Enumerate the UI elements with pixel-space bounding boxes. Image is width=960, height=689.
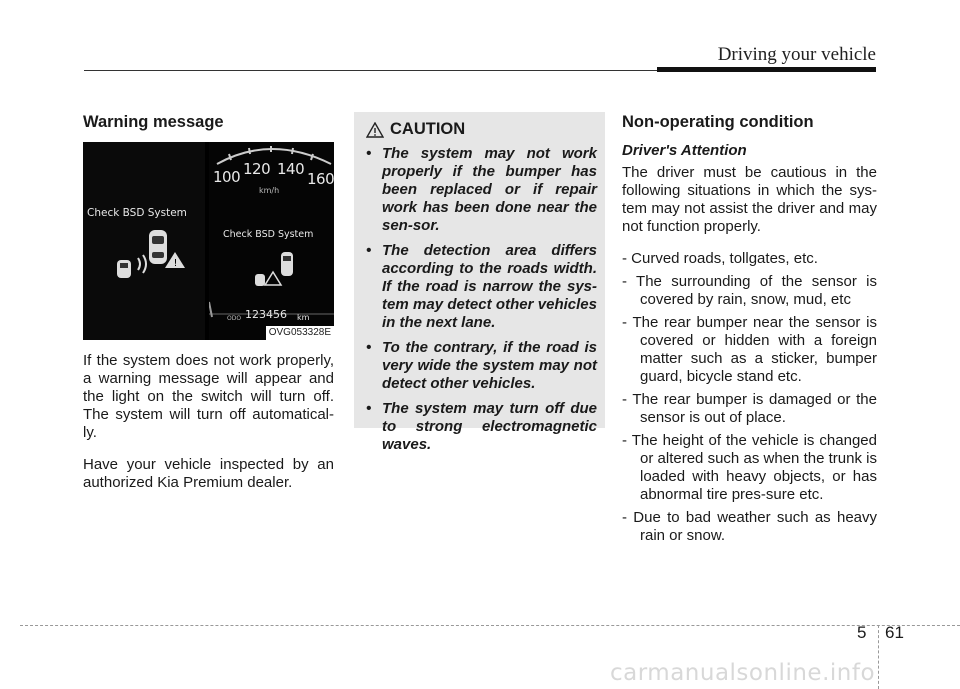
speed-mark-140: 140 — [277, 160, 305, 178]
speed-mark-160: 160 — [307, 170, 335, 188]
list-item: - The height of the vehicle is changed or altered such as when the trunk is loaded with heavy objects, or has abnormal tire pres-sure etc. — [622, 432, 877, 503]
nonop-column — [622, 112, 877, 550]
caution-item: • The detection area differs according to the roads width. If the road is narrow the sys-tem may detect other vehicles in the next lane. — [366, 242, 597, 331]
nonop-heading: Non-operating condition — [622, 113, 814, 131]
list-item: - Curved roads, tollgates, etc. — [622, 250, 818, 267]
odometer-label: ODO — [227, 315, 242, 322]
cluster-panel-right — [209, 142, 334, 340]
caution-item: • To the contrary, if the road is very wide the system may not detect other vehicles. — [366, 339, 597, 392]
warning-column — [83, 112, 334, 506]
nonop-intro: The driver must be cautious in the following situations in which the sys-tem may not assist the driver and may not function properly. — [622, 164, 877, 235]
nonop-subheading: Driver's Attention — [622, 142, 747, 159]
speed-mark-100: 100 — [213, 168, 241, 186]
speed-unit: km/h — [259, 186, 280, 195]
nonop-list — [622, 250, 877, 545]
caution-title: CAUTION — [390, 120, 466, 138]
cluster-figure — [83, 142, 334, 340]
warning-triangle-icon — [366, 122, 384, 138]
odometer-unit: km — [297, 313, 310, 322]
figure-code: OVG053328E — [266, 326, 334, 340]
running-header: Driving your vehicle — [717, 44, 876, 65]
caution-item: • The system may turn off due to strong electromagnetic waves. — [366, 400, 597, 453]
list-item: - The rear bumper is damaged or the sensor is out of place. — [622, 391, 877, 426]
odometer-value: 123456 — [245, 308, 287, 321]
list-item: - The rear bumper near the sensor is covered or hidden with a foreign matter such as a sticker, bumper guard, bicycle stand etc. — [622, 314, 877, 385]
speed-mark-120: 120 — [243, 160, 271, 178]
list-item: - The surrounding of the sensor is covered by rain, snow, mud, etc — [622, 273, 877, 308]
warning-paragraph-2: Have your vehicle inspected by an authorized Kia Premium dealer. — [83, 456, 334, 491]
caution-header — [366, 120, 597, 139]
caution-item: • The system may not work properly if the bumper has been replaced or if repair work has been done near the sen-sor. — [366, 145, 597, 234]
list-item: - Due to bad weather such as heavy rain or snow. — [622, 509, 877, 544]
footer-rule — [20, 625, 960, 626]
header-rule-accent — [657, 67, 876, 72]
warning-heading: Warning message — [83, 113, 224, 131]
caution-list — [366, 145, 597, 454]
page-number: 61 — [885, 623, 904, 642]
footer-divider — [878, 625, 879, 689]
svg-text:!: ! — [173, 258, 178, 269]
caution-box — [354, 112, 605, 453]
left-warning-text: Check BSD System — [87, 207, 187, 219]
chapter-number: 5 — [857, 623, 867, 642]
warning-paragraph-1: If the system does not work properly, a warning message will appear and the light on the switch will turn off. The system will turn off automatical-ly. — [83, 352, 334, 441]
cluster-panel-left — [83, 142, 205, 340]
right-warning-text: Check BSD System — [223, 229, 314, 240]
bsd-car-icon — [83, 142, 205, 340]
watermark: carmanualsonline.info — [610, 660, 876, 686]
